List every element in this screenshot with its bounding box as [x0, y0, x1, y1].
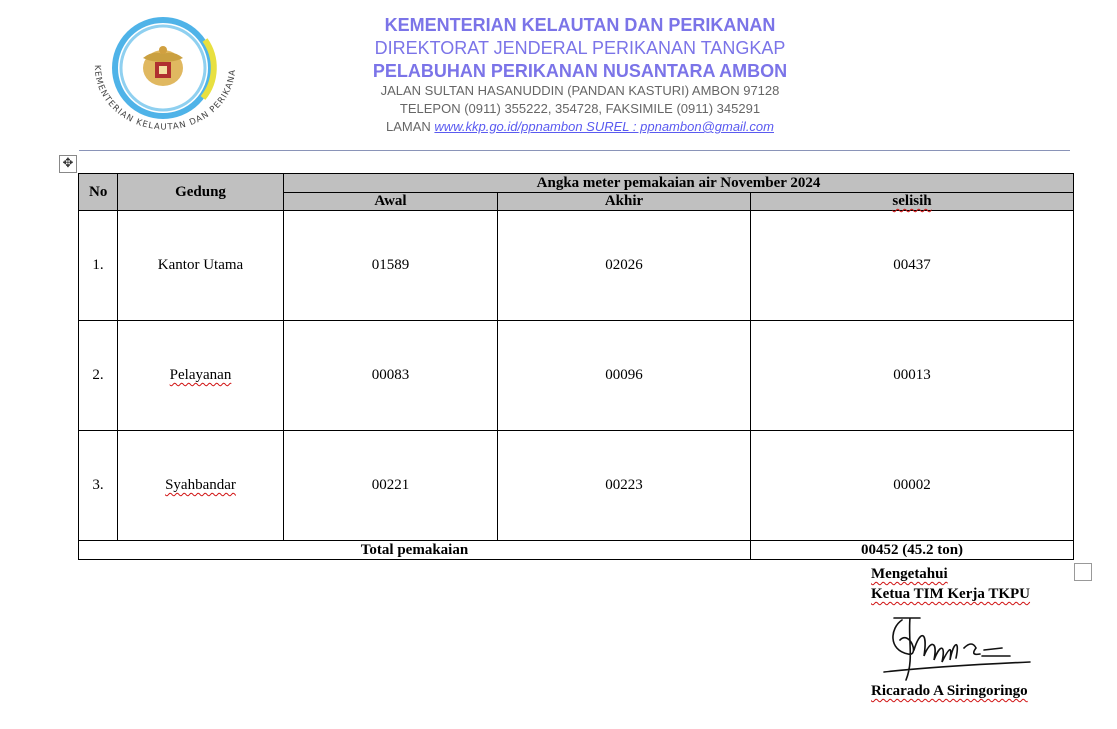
header-no: No — [79, 174, 118, 211]
signature-block — [871, 564, 1030, 604]
ministry-logo — [85, 10, 245, 140]
total-row — [79, 541, 1074, 560]
port-name: PELABUHAN PERIKANAN NUSANTARA AMBON — [372, 61, 788, 81]
header-gedung: Gedung — [118, 174, 284, 211]
header-selisih — [751, 193, 1074, 211]
total-label: Total pemakaian — [79, 541, 751, 560]
ministry-name: KEMENTERIAN KELAUTAN DAN PERIKANAN — [384, 15, 776, 35]
handwritten-signature — [880, 610, 1040, 682]
garuda-emblem-icon — [143, 46, 183, 86]
letterhead — [330, 14, 830, 136]
phone: TELEPON (0911) 355222, 354728, FAKSIMILE (0911) 345291 — [399, 101, 761, 116]
table-row — [79, 431, 1074, 541]
directorate-name: DIREKTORAT JENDERAL PERIKANAN TANGKAP — [374, 38, 786, 58]
header-divider — [79, 150, 1070, 151]
web-prefix: LAMAN — [386, 119, 431, 134]
table-resize-handle[interactable] — [1074, 563, 1092, 581]
cell-selisih: 00002 — [751, 431, 1074, 541]
cell-gedung-label: Pelayanan — [169, 367, 232, 383]
web-line — [330, 118, 830, 136]
cell-awal: 00221 — [284, 431, 498, 541]
cell-selisih: 00013 — [751, 321, 1074, 431]
logo-text: KEMENTERIAN KELAUTAN DAN PERIKANA — [91, 64, 239, 133]
table-row — [79, 321, 1074, 431]
cell-gedung — [118, 431, 284, 541]
cell-no: 2. — [79, 321, 118, 431]
cell-gedung: Kantor Utama — [118, 211, 284, 321]
cell-no: 1. — [79, 211, 118, 321]
cell-no: 3. — [79, 431, 118, 541]
water-meter-table — [78, 173, 1074, 560]
cell-awal: 01589 — [284, 211, 498, 321]
header-group: Angka meter pemakaian air November 2024 — [284, 174, 1074, 193]
address: JALAN SULTAN HASANUDDIN (PANDAN KASTURI) AMBON 97128 — [380, 83, 780, 98]
cell-gedung-label: Syahbandar — [165, 477, 236, 493]
header-selisih-label: selisih — [892, 193, 932, 209]
signer-name: Ricarado A Siringoringo — [871, 683, 1028, 699]
header-akhir: Akhir — [498, 193, 751, 211]
web-link[interactable]: www.kkp.go.id/ppnambon SUREL : ppnambon@gmail.com — [434, 119, 774, 134]
cell-selisih: 00437 — [751, 211, 1074, 321]
table-row — [79, 211, 1074, 321]
table-header-row — [79, 174, 1074, 193]
total-value: 00452 (45.2 ton) — [751, 541, 1074, 560]
table-move-handle-icon[interactable]: ✥ — [59, 155, 77, 173]
sign-line-2: Ketua TIM Kerja TKPU — [871, 586, 1031, 602]
cell-akhir: 00223 — [498, 431, 751, 541]
cell-akhir: 00096 — [498, 321, 751, 431]
cell-gedung — [118, 321, 284, 431]
cell-akhir: 02026 — [498, 211, 751, 321]
cell-awal: 00083 — [284, 321, 498, 431]
header-awal: Awal — [284, 193, 498, 211]
sign-line-1: Mengetahui — [871, 566, 948, 582]
